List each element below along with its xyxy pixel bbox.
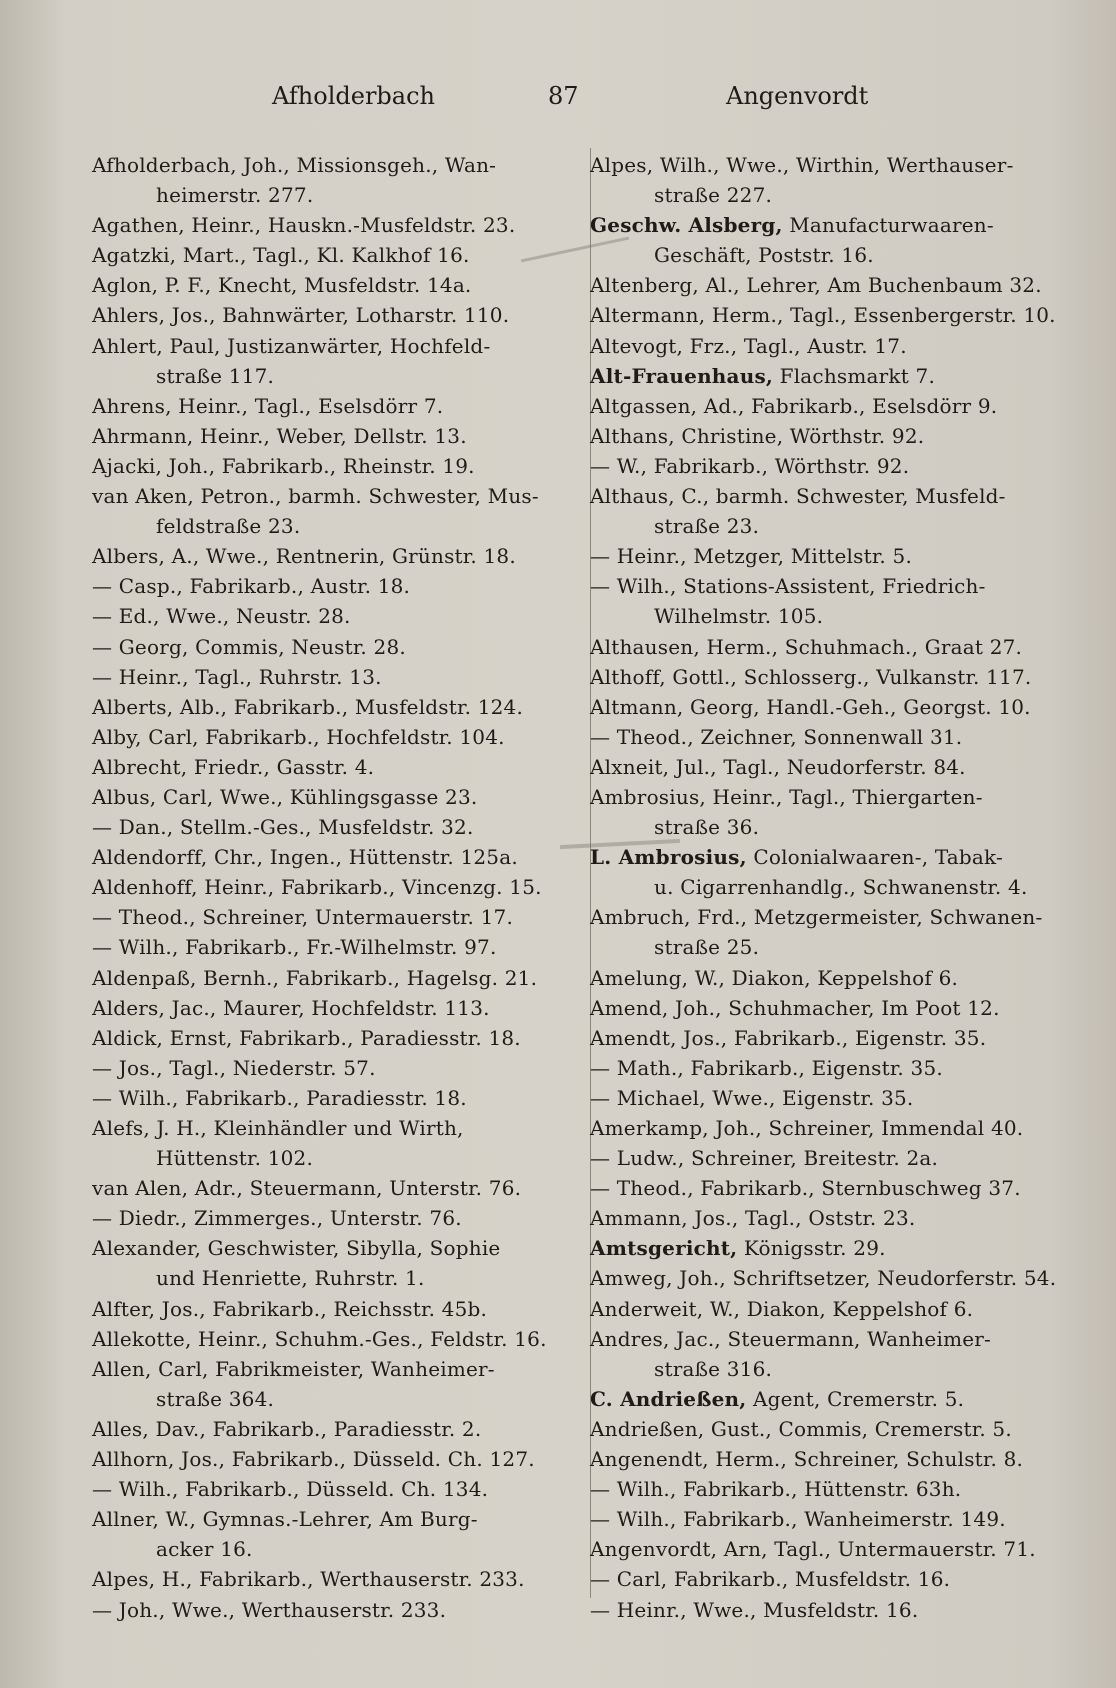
header-right-keyword: Angenvordt [726, 82, 869, 110]
directory-entry-line: Althans, Christine, Wörthstr. 92. [590, 423, 925, 448]
directory-entry-line: u. Cigarrenhandlg., Schwanenstr. 4. [654, 875, 1028, 900]
directory-entry-line: straße 25. [654, 935, 760, 960]
directory-entry-line: — Heinr., Tagl., Ruhrstr. 13. [92, 664, 382, 689]
directory-entry-line: Amelung, W., Diakon, Keppelshof 6. [590, 965, 959, 990]
directory-entry-line: straße 364. [156, 1386, 275, 1411]
directory-entry-line: Altenberg, Al., Lehrer, Am Buchenbaum 32. [590, 273, 1042, 298]
directory-entry-line: Aldick, Ernst, Fabrikarb., Paradiesstr. 18. [92, 1025, 521, 1050]
directory-entry-line: Altgassen, Ad., Fabrikarb., Eselsdörr 9. [590, 393, 998, 418]
directory-entry-line: — Diedr., Zimmerges., Unterstr. 76. [92, 1206, 462, 1231]
directory-entry-line: Aglon, P. F., Knecht, Musfeldstr. 14a. [92, 273, 472, 298]
firm-name-bold: Geschw. Alsberg, [590, 213, 783, 238]
directory-entry-line: Amendt, Jos., Fabrikarb., Eigenstr. 35. [590, 1025, 987, 1050]
directory-entry-line: — Math., Fabrikarb., Eigenstr. 35. [590, 1055, 943, 1080]
directory-entry-line: Ambruch, Frd., Metzgermeister, Schwanen- [590, 905, 1043, 930]
directory-entry-line: und Henriette, Ruhrstr. 1. [156, 1266, 425, 1291]
directory-entry-line: — Wilh., Stations-Assistent, Friedrich- [590, 574, 986, 599]
directory-entry-line: — Michael, Wwe., Eigenstr. 35. [590, 1085, 914, 1110]
directory-entry-line: Ahlers, Jos., Bahnwärter, Lotharstr. 110. [92, 303, 510, 328]
directory-entry-line: Althausen, Herm., Schuhmach., Graat 27. [590, 634, 1023, 659]
directory-entry-line: Andrießen, Gust., Commis, Cremerstr. 5. [590, 1416, 1012, 1441]
header-left-keyword: Afholderbach [272, 82, 435, 110]
directory-entry-line: Alpes, Wilh., Wwe., Wirthin, Werthauser- [590, 153, 1014, 177]
directory-entry-line: — Theod., Zeichner, Sonnenwall 31. [590, 724, 963, 749]
directory-entry-line: — Dan., Stellm.-Ges., Musfeldstr. 32. [92, 815, 474, 840]
directory-entry-line: Amerkamp, Joh., Schreiner, Immendal 40. [590, 1116, 1024, 1140]
firm-name-bold: Amtsgericht, [590, 1236, 738, 1261]
directory-entry-line: Alefs, J. H., Kleinhändler und Wirth, [92, 1116, 464, 1140]
firm-name-bold: L. Ambrosius, [590, 845, 747, 870]
left-column [92, 150, 582, 1625]
directory-entry-line: Altermann, Herm., Tagl., Essenbergerstr. 10. [590, 303, 1056, 328]
directory-entry-line: Alt-Frauenhaus, Flachsmarkt 7. [590, 363, 936, 388]
directory-entry-line: — Wilh., Fabrikarb., Wanheimerstr. 149. [590, 1507, 1006, 1532]
directory-entry-line: Alberts, Alb., Fabrikarb., Musfeldstr. 124. [92, 694, 524, 719]
directory-entry-line: heimerstr. 277. [156, 183, 314, 208]
directory-entry-line: Angenendt, Herm., Schreiner, Schulstr. 8. [590, 1447, 1024, 1472]
page-header [0, 82, 1116, 122]
directory-entry-line: — Joh., Wwe., Werthauserstr. 233. [92, 1597, 447, 1622]
directory-entry-line: — Wilh., Fabrikarb., Fr.-Wilhelmstr. 97. [92, 935, 497, 960]
directory-entry-line: Alles, Dav., Fabrikarb., Paradiesstr. 2. [92, 1416, 482, 1441]
directory-entry-line: Alxneit, Jul., Tagl., Neudorferstr. 84. [590, 754, 966, 779]
directory-entry-line: — Heinr., Metzger, Mittelstr. 5. [590, 544, 912, 569]
directory-entry-line: — Casp., Fabrikarb., Austr. 18. [92, 574, 411, 599]
directory-entry-line: Albers, A., Wwe., Rentnerin, Grünstr. 18. [92, 544, 516, 569]
directory-entry-line: Geschäft, Poststr. 16. [654, 243, 874, 268]
directory-entry-line: Aldendorff, Chr., Ingen., Hüttenstr. 125a. [92, 845, 518, 870]
directory-entry-line: Agatzki, Mart., Tagl., Kl. Kalkhof 16. [92, 243, 470, 268]
directory-entry-line: — Jos., Tagl., Niederstr. 57. [92, 1055, 376, 1080]
page-number: 87 [548, 82, 579, 110]
directory-entry-line: Ajacki, Joh., Fabrikarb., Rheinstr. 19. [92, 453, 475, 478]
directory-entry-line: Amweg, Joh., Schriftsetzer, Neudorferstr. 54. [590, 1266, 1057, 1291]
directory-entry-line: Aldenhoff, Heinr., Fabrikarb., Vincenzg. 15. [92, 875, 542, 900]
directory-entry-line: Amtsgericht, Königsstr. 29. [590, 1236, 886, 1261]
directory-entry-line: Ahlert, Paul, Justizanwärter, Hochfeld- [92, 333, 491, 358]
directory-entry-line: — Ludw., Schreiner, Breitestr. 2a. [590, 1146, 939, 1171]
directory-entry-line: Afholderbach, Joh., Missionsgeh., Wan- [92, 153, 497, 177]
directory-entry-line: Ammann, Jos., Tagl., Oststr. 23. [590, 1206, 916, 1231]
directory-entry-line: Alders, Jac., Maurer, Hochfeldstr. 113. [92, 995, 490, 1020]
directory-entry-line: — Georg, Commis, Neustr. 28. [92, 634, 406, 659]
directory-entry-line: Angenvordt, Arn, Tagl., Untermauerstr. 71. [590, 1537, 1036, 1562]
directory-entry-line: feldstraße 23. [156, 514, 301, 539]
directory-entry-line: Alpes, H., Fabrikarb., Werthauserstr. 233. [92, 1567, 525, 1592]
directory-entry-line: C. Andrießen, Agent, Cremerstr. 5. [590, 1386, 965, 1411]
directory-entry-line: Ahrens, Heinr., Tagl., Eselsdörr 7. [92, 393, 444, 418]
directory-entry-line: Alfter, Jos., Fabrikarb., Reichsstr. 45b. [92, 1296, 488, 1321]
directory-entry-line: Aldenpaß, Bernh., Fabrikarb., Hagelsg. 21. [92, 965, 538, 990]
directory-entry-line: van Alen, Adr., Steuermann, Unterstr. 76. [92, 1176, 522, 1201]
directory-entry-line: Wilhelmstr. 105. [654, 604, 824, 629]
directory-entry-line: straße 36. [654, 815, 760, 840]
directory-entry-line: Alby, Carl, Fabrikarb., Hochfeldstr. 104. [92, 724, 505, 749]
firm-name-bold: C. Andrießen, [590, 1386, 747, 1411]
right-column [590, 150, 1080, 1625]
directory-entry-line: Altmann, Georg, Handl.-Geh., Georgst. 10. [590, 694, 1031, 719]
directory-entry-line: Albrecht, Friedr., Gasstr. 4. [92, 754, 375, 779]
directory-entry-line: Amend, Joh., Schuhmacher, Im Poot 12. [590, 995, 1000, 1020]
directory-entry-line: Allhorn, Jos., Fabrikarb., Düsseld. Ch. 127. [92, 1447, 535, 1472]
directory-entry-line: Althoff, Gottl., Schlosserg., Vulkanstr. 117. [590, 664, 1032, 689]
directory-entry-line: acker 16. [156, 1537, 253, 1562]
directory-entry-line: — Theod., Schreiner, Untermauerstr. 17. [92, 905, 514, 930]
directory-entry-line: straße 316. [654, 1356, 773, 1381]
directory-entry-line: — W., Fabrikarb., Wörthstr. 92. [590, 453, 910, 478]
directory-entry-line: Agathen, Heinr., Hauskn.-Musfeldstr. 23. [92, 213, 516, 238]
directory-entry-line: — Wilh., Fabrikarb., Düsseld. Ch. 134. [92, 1477, 489, 1502]
directory-entry-line: — Ed., Wwe., Neustr. 28. [92, 604, 351, 629]
directory-entry-line: straße 117. [156, 363, 275, 388]
directory-entry-line: — Theod., Fabrikarb., Sternbuschweg 37. [590, 1176, 1021, 1201]
directory-entry-line: Altevogt, Frz., Tagl., Austr. 17. [590, 333, 907, 358]
directory-entry-line: — Heinr., Wwe., Musfeldstr. 16. [590, 1597, 919, 1622]
directory-entry-line: — Carl, Fabrikarb., Musfeldstr. 16. [590, 1567, 951, 1592]
directory-entry-line: Ahrmann, Heinr., Weber, Dellstr. 13. [92, 423, 467, 448]
directory-entry-line: Allner, W., Gymnas.-Lehrer, Am Burg- [92, 1507, 478, 1532]
directory-entry-line: Allen, Carl, Fabrikmeister, Wanheimer- [92, 1356, 495, 1381]
directory-entry-line: Ambrosius, Heinr., Tagl., Thiergarten- [590, 784, 983, 809]
directory-entry-line: — Wilh., Fabrikarb., Hüttenstr. 63h. [590, 1477, 962, 1502]
directory-entry-line: van Aken, Petron., barmh. Schwester, Mus- [92, 484, 539, 509]
directory-entry-line: Allekotte, Heinr., Schuhm.-Ges., Feldstr. 16. [92, 1326, 547, 1351]
directory-entry-line: Albus, Carl, Wwe., Kühlingsgasse 23. [92, 784, 478, 809]
directory-entry-line: Geschw. Alsberg, Manufacturwaaren- [590, 213, 994, 238]
directory-entry-line: Althaus, C., barmh. Schwester, Musfeld- [590, 484, 1006, 509]
directory-entry-line: straße 23. [654, 514, 760, 539]
directory-entry-line: Andres, Jac., Steuermann, Wanheimer- [590, 1326, 991, 1351]
directory-entry-line: straße 227. [654, 183, 773, 208]
directory-entry-line: Anderweit, W., Diakon, Keppelshof 6. [590, 1296, 974, 1321]
directory-entry-line: — Wilh., Fabrikarb., Paradiesstr. 18. [92, 1085, 467, 1110]
directory-entry-line: Hüttenstr. 102. [156, 1146, 314, 1171]
directory-entry-line: Alexander, Geschwister, Sibylla, Sophie [92, 1236, 501, 1261]
directory-entry-line: L. Ambrosius, Colonialwaaren-, Tabak- [590, 845, 1003, 870]
firm-name-bold: Alt-Frauenhaus, [590, 363, 774, 388]
